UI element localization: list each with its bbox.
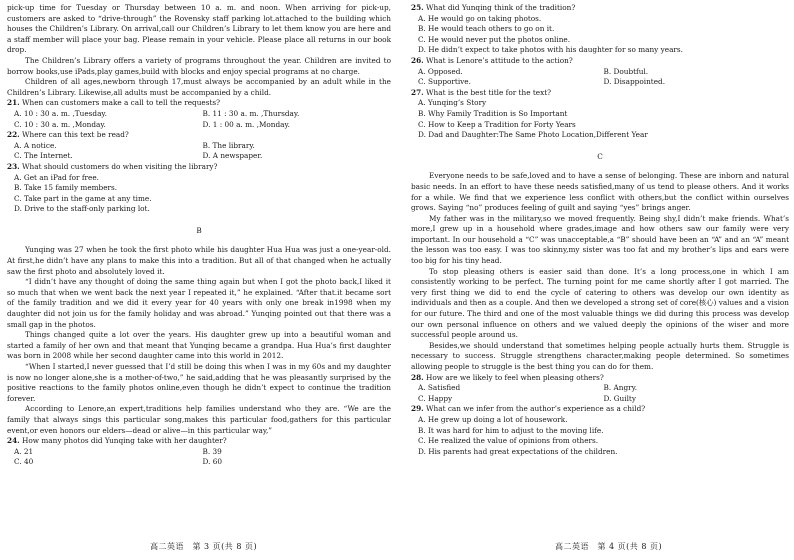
passage-a-paragraph: pick-up time for Tuesday or Thursday between 10 a. m. and noon. When arriving for pick-up, customers are asked to “drive-through” the Rovensky staff parking lot.attached to the building which houses the Children’s Library. On arrival,call our Children’s Library to let them know you are here and a staff member will place your bag. Please remain in your vehicle. Please place all returns in our book drop. [7, 3, 391, 55]
option-c: C. Supportive. [418, 77, 471, 87]
option-list [7, 173, 391, 215]
left-page-column [7, 3, 391, 468]
option-c: C. How to Keep a Tradition for Forty Years [418, 119, 576, 129]
option-d: D. Dad and Daughter:The Same Photo Location,Different Year [418, 130, 648, 140]
question-21 [7, 98, 391, 130]
question-stem: How many photos did Yunqing take with her daughter? [22, 436, 227, 446]
option-c: C. Take part in the game at any time. [14, 193, 152, 203]
section-heading-b: B [196, 225, 202, 235]
option-a: A. 21 [14, 446, 34, 456]
option-a: A. Get an iPad for free. [14, 172, 99, 182]
passage-b-paragraph: “I didn’t have any thought of doing the same thing again but when I got the photo back,I liked it so much that when we went back the next year I repeated it,” he explained. “After that.it became sort of the family tradition and we did it every year for 40 years with only one break in1998 when my daughter did not join us for the family holiday and was abroad.” Yunqing pointed out that there was a small gap in the photos. [7, 277, 391, 329]
option-c: C. He would never put the photos online. [418, 34, 571, 44]
option-list [411, 415, 789, 457]
option-a: A. He grew up doing a lot of housework. [418, 414, 568, 424]
section-heading-c: C [597, 151, 603, 161]
option-c: C. Happy [418, 393, 453, 403]
option-a: A. A notice. [14, 140, 57, 150]
question-stem: What is Lenore’s attitude to the action? [426, 55, 573, 65]
question-stem: What should customers do when visiting the library? [22, 161, 218, 171]
question-28 [411, 373, 789, 405]
option-list [7, 141, 391, 162]
option-list [7, 109, 391, 130]
question-25 [411, 3, 789, 56]
page-footer-left: 高二英语 第 3 页(共 8 页) [150, 542, 258, 551]
option-b: B. He would teach others to go on it. [418, 24, 555, 34]
question-22 [7, 130, 391, 162]
option-b: B. 11 : 30 a. m. ,Thursday. [202, 108, 300, 118]
question-stem: What did Yunqing think of the tradition? [426, 3, 576, 12]
option-c: C. He realized the value of opinions from others. [418, 436, 599, 446]
question-number: 24. [7, 436, 20, 446]
passage-a-paragraph: The Children’s Library offers a variety of programs throughout the year. Children are invited to borrow books,use iPads,play games,build with blocks and enjoy special programs at no charge. [7, 55, 391, 76]
option-b: B. 39 [202, 446, 222, 456]
option-a: A. Satisfied [418, 383, 461, 393]
question-26 [411, 56, 789, 88]
option-b: B. It was hard for him to adjust to the moving life. [418, 425, 604, 435]
option-a: A. 10 : 30 a. m. ,Tuesday. [14, 108, 107, 118]
question-number: 26. [411, 55, 424, 65]
option-list [411, 383, 789, 404]
question-number: 25. [411, 3, 424, 12]
option-b: B. Doubtful. [603, 66, 649, 76]
option-d: D. Drive to the staff-only parking lot. [14, 204, 150, 214]
question-29 [411, 404, 789, 457]
question-number: 23. [7, 161, 20, 171]
passage-b-paragraph: According to Lenore,an expert,traditions help families understand who they are. “We are the family that always sings this particular song,makes this particular food,gathers for this particular event,or even honors our elders—dead or alive—in this particular way,” [7, 404, 391, 435]
option-a: A. Yunqing’s Story [418, 98, 487, 108]
option-b: B. Why Family Tradition is So Important [418, 108, 568, 118]
option-c: C. 10 : 30 a. m. ,Monday. [14, 119, 106, 129]
passage-a-paragraph: Children of all ages,newborn through 17,must always be accompanied by an adult while in the Children’s Library. Likewise,all adults must be accompanied by a child. [7, 77, 391, 97]
passage-b-paragraph: Things changed quite a lot over the years. His daughter grew up into a beautiful woman and started a family of her own and that meant that Yunqing became a grandpa. Hua Hua’s first daughter was born in 2008 while her second daughter came into this world in 2012. [7, 330, 391, 361]
passage-c-paragraph: Besides,we should understand that sometimes helping people actually hurts them. Struggle is necessary to success. Struggle strengthens character,making people determined. So sometimes allowing people to struggle is the best thing you can do for them. [411, 340, 789, 371]
option-d: D. 60 [202, 457, 223, 467]
option-d: D. His parents had great expectations of the children. [418, 446, 618, 456]
question-number: 22. [7, 130, 20, 140]
question-stem: When can customers make a call to tell the requests? [22, 98, 221, 108]
option-b: B. Angry. [603, 383, 638, 393]
option-list [411, 67, 789, 88]
question-stem: What can we infer from the author’s experience as a child? [426, 404, 646, 414]
option-a: A. He would go on taking photos. [418, 13, 542, 23]
question-number: 29. [411, 404, 424, 414]
option-list [7, 447, 391, 468]
question-number: 28. [411, 372, 424, 382]
page-footer-right: 高二英语 第 4 页(共 8 页) [555, 542, 663, 551]
option-b: B. Take 15 family members. [14, 183, 118, 193]
question-27 [411, 88, 789, 141]
option-c: C. 40 [14, 457, 34, 467]
passage-c-paragraph: To stop pleasing others is easier said than done. It’s a long process,one in which I am consistently working to be perfect. The turning point for me came shortly after I got married. The very first thing we did to end the cycle of catering to others was develop our own identity as individuals and then as a couple. And then we developed a strong set of core(核心) values and a vision for our future. The third and one of the most valuable things we did during this process was develop our own personal influence on others and we valued deeply the opinions of the wiser and more successful people around us. [411, 266, 789, 340]
question-number: 21. [7, 98, 20, 108]
question-number: 27. [411, 87, 424, 97]
passage-b-paragraph: Yunqing was 27 when he took the first photo while his daughter Hua Hua was just a one-year-old. At first,he didn’t have any plans to make this into a tradition. But all of that changed when he actually saw the first photo and absolutely loved it. [7, 245, 391, 276]
right-page-column [411, 3, 789, 457]
option-list [411, 98, 789, 140]
question-stem: How are we likely to feel when pleasing others? [426, 372, 604, 382]
option-d: D. A newspaper. [202, 151, 263, 161]
option-d: D. Guilty [603, 393, 636, 403]
passage-c-paragraph: Everyone needs to be safe,loved and to have a sense of belonging. These are inborn and natural basic needs. In an effort to have these needs satisfied,many of us tend to please others. And it works for a while. We find that we experience less conflict with others,but the conflict within ourselves grows. Saying “no” produces feeling of guilt and saying “yes” brings anger. [411, 171, 789, 213]
question-23 [7, 162, 391, 215]
option-a: A. Opposed. [418, 66, 463, 76]
question-stem: What is the best title for the text? [426, 87, 552, 97]
option-b: B. The library. [202, 140, 255, 150]
option-d: D. Disappointed. [603, 77, 666, 87]
question-24 [7, 436, 391, 468]
option-c: C. The Internet. [14, 151, 73, 161]
option-d: D. 1 : 00 a. m. ,Monday. [202, 119, 290, 129]
option-list [411, 14, 789, 56]
question-stem: Where can this text be read? [22, 130, 129, 140]
passage-b-paragraph: “When I started,I never guessed that I’d still be doing this when I was in my 60s and my daughter is now no longer alone,she is a mother-of-two,” he said,adding that he was pleasantly surprised by the positive reactions to the family photos online,even though he didn’t expect to continue the tradition forever. [7, 362, 391, 403]
passage-c-paragraph: My father was in the military,so we moved frequently. Being shy,I didn’t make friends. What’s more,I grew up in a household where grades,image and how others saw our family were very important. In our household a “C” was unacceptable,a “B” should have been an “A” and an “A” meant the lesson was too easy. I was too skinny,my sister was too fat and my brother’s lips and ears were too big for his tiny head. [411, 213, 789, 266]
option-d: D. He didn’t expect to take photos with his daughter for so many years. [418, 45, 683, 55]
